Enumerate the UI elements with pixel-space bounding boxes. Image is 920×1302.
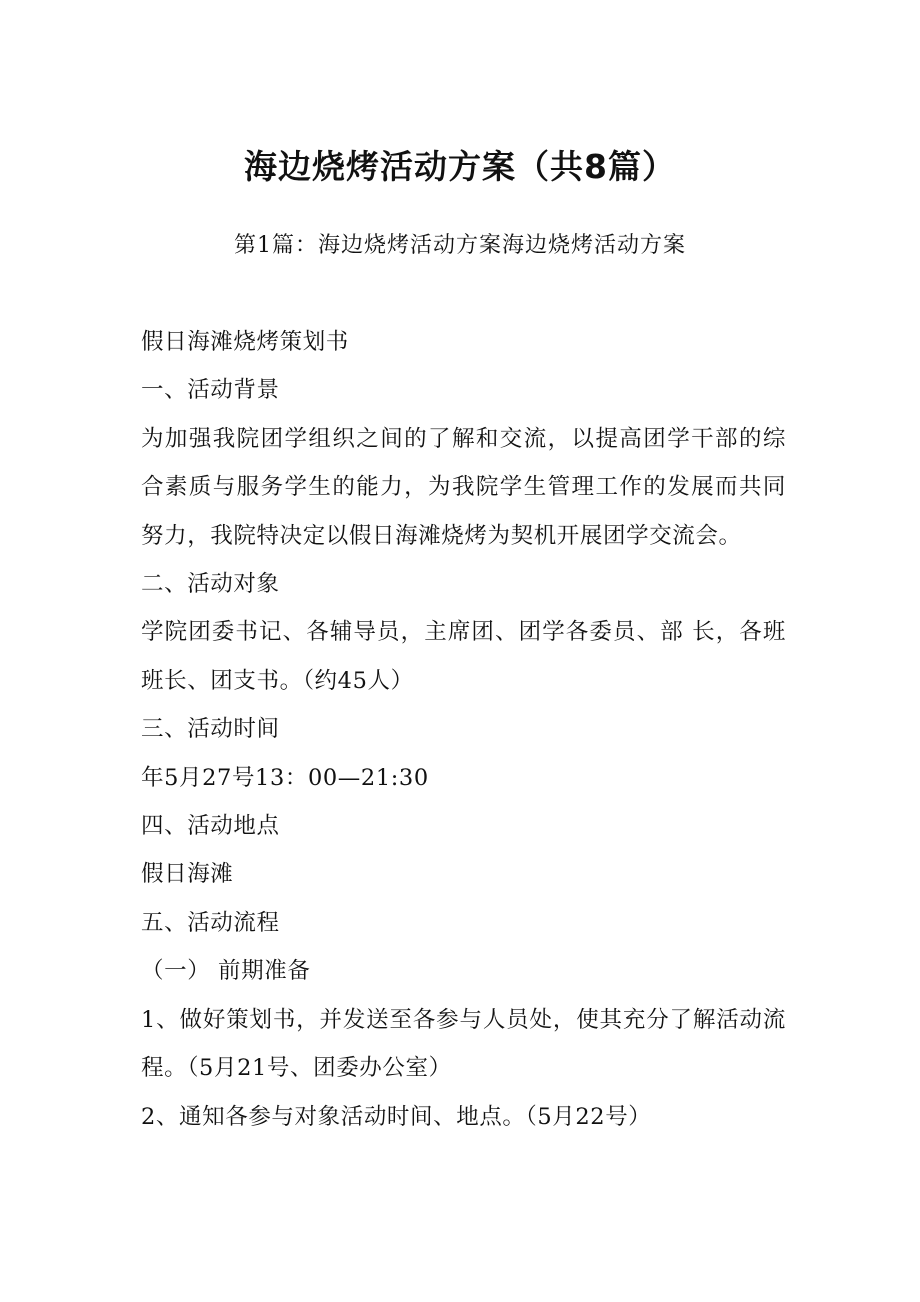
paragraph-plan-name: 假日海滩烧烤策划书 [141,329,349,355]
paragraph-participants: 学院团委书记、各辅导员，主席团、团学各委员、部 长，各班班长、团支书。（约45人） [141,619,786,694]
list-item-step-1: 1、做好策划书，并发送至各参与人员处，使其充分了解活动流程。（5月21号、团委办公室） [141,1006,786,1082]
heading-background: 一、活动背景 [141,377,280,404]
document-body [141,318,786,1141]
heading-location: 四、活动地点 [141,813,280,840]
subheading-preparation: （一） 前期准备 [141,958,311,985]
heading-participants: 二、活动对象 [141,571,280,598]
heading-time: 三、活动时间 [141,716,280,743]
document-subtitle: 第1篇：海边烧烤活动方案海边烧烤活动方案 [234,233,686,258]
document-title: 海边烧烤活动方案（共8篇） [244,147,676,186]
paragraph-location: 假日海滩 [141,861,234,888]
paragraph-time: 年5月27号13：00—21:30 [141,764,429,791]
list-item-step-2: 2、通知各参与对象活动时间、地点。（5月22号） [141,1103,652,1130]
paragraph-background: 为加强我院团学组织之间的了解和交流，以提高团学干部的综合素质与服务学生的能力，为我院学生管理工作的发展而共同努力，我院特决定以假日海滩烧烤为契机开展团学交流会。 [141,425,786,549]
heading-process: 五、活动流程 [141,909,280,936]
